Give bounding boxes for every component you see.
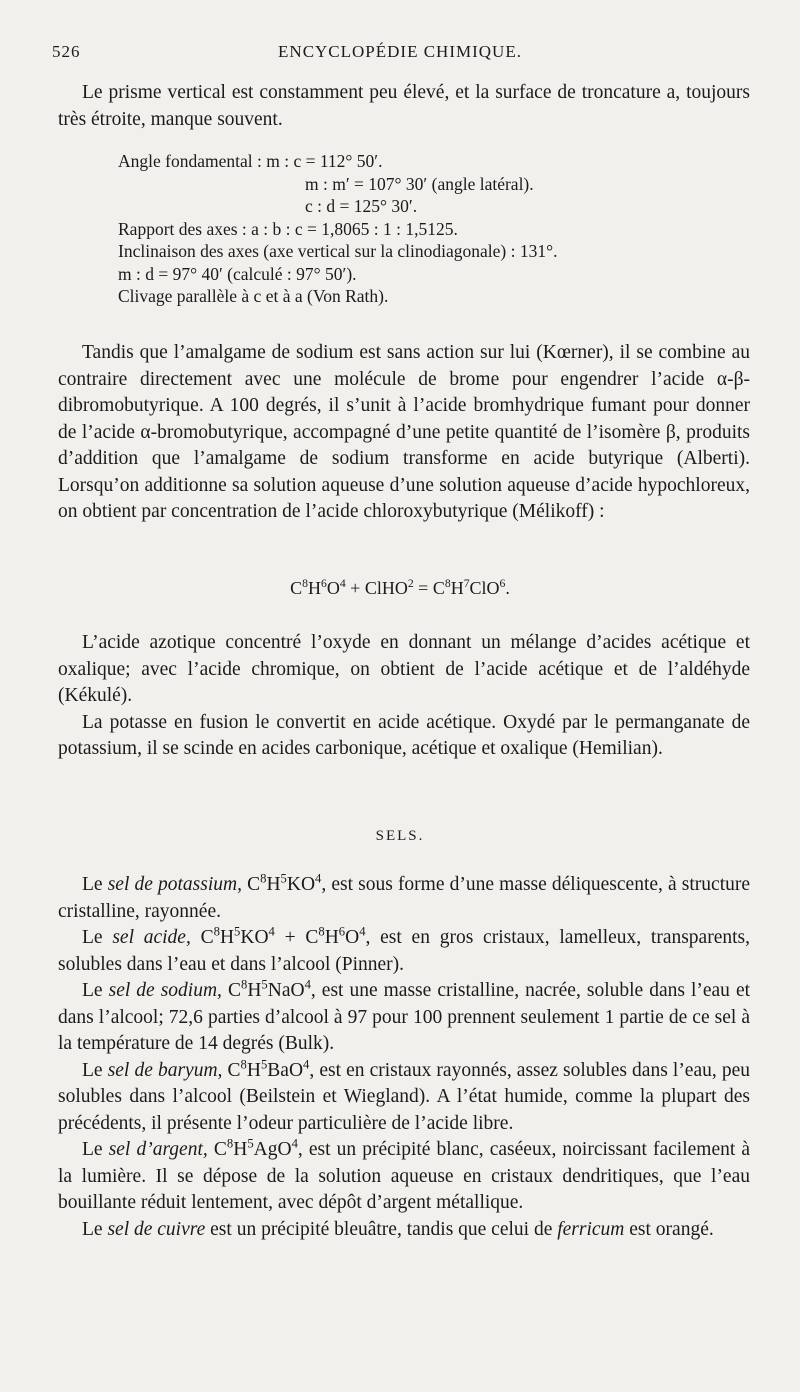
formula-plus: + — [350, 578, 361, 598]
salts-block — [58, 872, 750, 1243]
running-header — [52, 42, 748, 68]
intro-paragraph: Le prisme vertical est constamment peu élevé, et la surface de troncature a, toujours très étroite, manque souvent. — [58, 82, 750, 130]
salt-name: sel de baryum, — [107, 1059, 223, 1081]
crystal-line-inclination: Inclinaison des axes (axe vertical sur la clinodiagonale) : 131°. — [118, 241, 558, 261]
formula-rhs: $C^8H^7ClO^6$. — [432, 577, 510, 598]
salt-sodium: Le sel de sodium, $C^8H^5NaO^4$, est une masse cristalline, nacrée, soluble dans l’eau et dans l’alcool; 72,6 parties d’alcool à 97 pour 100 prennent seulement 1 partie de ce sel à la température de 14 degrés (Bulk). — [58, 977, 751, 1054]
salt-cuivre: Le sel de cuivre est un précipité bleuâtre, tandis que celui de ferricum est orangé. — [82, 1218, 714, 1240]
running-title: ENCYCLOPÉDIE CHIMIQUE. — [278, 42, 522, 61]
salt-argent: Le sel d’argent, $C^8H^5AgO^4$, est un précipité blanc, caséeux, noircissant facilement à la lumière. Il se dépose de la solution aqueuse en cristaux dendritiques, que l’eau bouillante réduit lentement, avec dépôt d’argent métallique. — [58, 1136, 751, 1213]
crystal-data — [118, 150, 718, 308]
salt-formula: $C^8H^5KO^4 + C^8H^6O^4$ — [200, 924, 366, 948]
sodium-amalgam-block — [58, 340, 750, 526]
paragraph-sodium-amalgam: Tandis que l’amalgame de sodium est sans action sur lui (Kœrner), il se combine au contraire directement avec une molécule de brome pour engendrer l’acide α-β-dibromobutyrique. A 100 degrés, il s’unit à l’acide bromhydrique fumant pour donner de l’acide α-bromobutyrique, accompagné d’une petite quantité de l’isomère β, produits d’addition que l’amalgame de sodium transforme en acide butyrique (Alberti). Lorsqu’on additionne sa solution aqueuse d’une solution aqueuse d’acide hypochloreux, on obtient par concentration de l’acide chloroxybutyrique (Mélikoff) : — [58, 342, 750, 522]
page-number: 526 — [52, 42, 81, 61]
salt-baryum: Le sel de baryum, $C^8H^5BaO^4$, est en cristaux rayonnés, assez solubles dans l’eau, peu solubles dans l’alcool (Beilstein et Wiegland). A l’état humide, comme la plupart des précédents, il présente l’odeur particulière de l’acide libre. — [58, 1057, 750, 1134]
reaction-formula — [0, 578, 800, 599]
formula-equals: = — [418, 578, 429, 598]
crystal-line-md: m : d = 97° 40′ (calculé : 97° 50′). — [118, 263, 357, 284]
salt-formula: $C^8H^5BaO^4$ — [227, 1057, 310, 1081]
salt-potassium: Le sel de potassium, $C^8H^5KO^4$, est sous forme d’une masse déliquescente, à structure cristalline, rayonnée. — [58, 871, 751, 922]
intro-block — [58, 80, 750, 133]
salt-formula: $C^8H^5NaO^4$ — [227, 977, 311, 1001]
salt-name: sel de potassium, — [107, 874, 242, 895]
crystal-line-mm: m : m′ = 107° 30′ (angle latéral). — [305, 173, 534, 194]
salt-acide: Le sel acide, $C^8H^5KO^4 + C^8H^6O^4$, est en gros cristaux, lamelleux, transparents, solubles dans l’eau et dans l’alcool (Pinner). — [58, 924, 750, 975]
section-heading-sels: SELS. — [375, 828, 425, 844]
crystal-line-axes-ratio: Rapport des axes : a : b : c = 1,8065 : 1 : 1,5125. — [118, 218, 458, 239]
salt-formula: $C^8H^5KO^4$ — [247, 871, 322, 895]
paragraph-potash: La potasse en fusion le convertit en acide acétique. Oxydé par le permanganate de potassium, il se scinde en acides carbonique, acétique et oxalique (Hemilian). — [58, 711, 750, 759]
salt-name: sel acide, — [112, 927, 191, 948]
crystal-line-angle: Angle fondamental : m : c = 112° 50′. — [118, 151, 383, 171]
crystal-line-cd: c : d = 125° 30′. — [305, 196, 418, 216]
oxidation-block — [58, 630, 750, 763]
paragraph-nitric-acid: L’acide azotique concentré l’oxyde en donnant un mélange d’acides acétique et oxalique; avec l’acide chromique, on obtient de l’acide acétique et de l’aldéhyde (Kékulé). — [58, 632, 750, 706]
salt-formula: $C^8H^5AgO^4$ — [213, 1136, 298, 1160]
crystal-line-cleavage: Clivage parallèle à c et à a (Von Rath). — [118, 286, 389, 306]
salt-name-ferricum: ferricum — [557, 1218, 625, 1240]
salt-name: sel d’argent, — [108, 1139, 208, 1160]
salt-name: sel de sodium, — [108, 980, 222, 1001]
formula-lhs: $C^8H^6O^4$ — [290, 577, 346, 598]
salt-name: sel de cuivre — [107, 1218, 206, 1240]
formula-mid: ClHO$^2$ — [364, 577, 414, 598]
